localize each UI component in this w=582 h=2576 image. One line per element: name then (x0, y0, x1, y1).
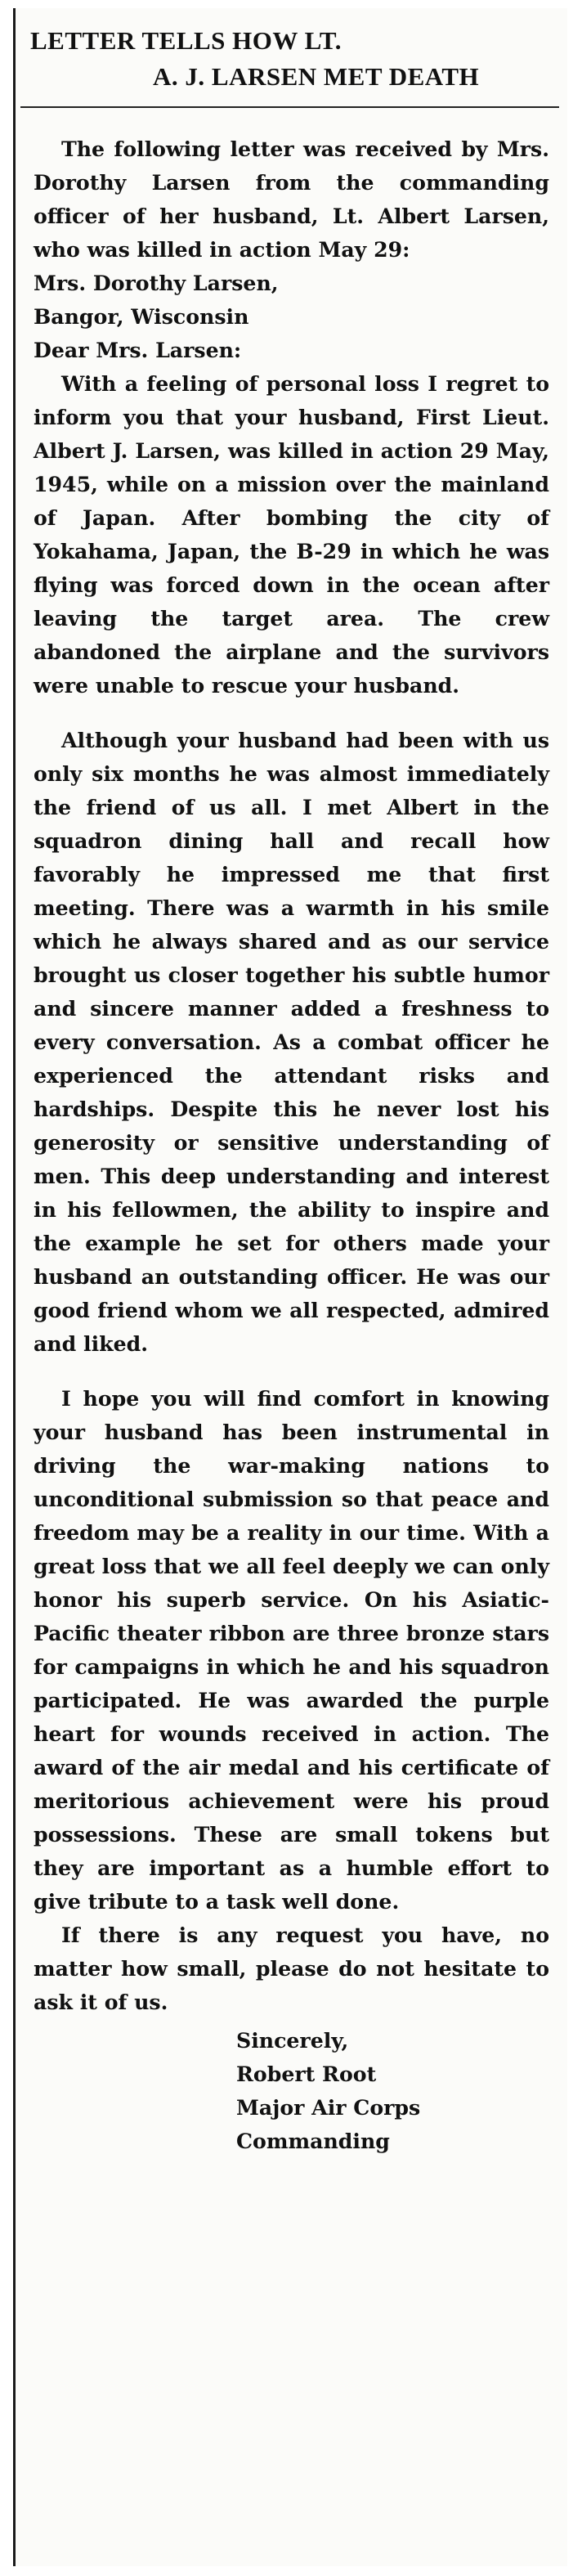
headline-rule (20, 106, 559, 108)
letter-paragraph-1: With a feeling of personal loss I regret to inform you that your husband, First Lieut. Albert J. Larsen, was killed in action 29 May, 1945, while on a mission over the mainland of Japan. After bombing the city of Yokahama, Japan, the B-29 in which he was flying was forced down in the ocean after leaving the target area. The crew abandoned the airplane and the survivors were unable to rescue your husband. (34, 371, 549, 698)
salutation: Dear Mrs. Larsen: (34, 338, 242, 362)
letter-paragraph-3: I hope you will find comfort in knowing your husband has been instrumental in driving the war-making nations to unconditional submission so that peace and freedom may be a reality in our time. With a great loss that we all feel deeply we can only honor his superb service. On his Asiatic-Pacific theater ribbon are three bronze stars for campaigns in which he and his squadron participated. He was awarded the purple heart for wounds received in action. The award of the air medal and his certificate of meritorious achievement were his proud possessions. These are small tokens but they are important as a humble effort to give tribute to a task well done. (34, 1386, 549, 1914)
letter-paragraph-4: If there is any request you have, no matter how small, please do not hesitate to ask it of us. (34, 1923, 549, 2014)
signature-closing: Sincerely, (236, 2028, 349, 2053)
signature-role: Commanding (236, 2129, 390, 2153)
letter-address (34, 267, 549, 367)
address-place: Bangor, Wisconsin (34, 304, 249, 329)
headline (16, 8, 567, 95)
signature-rank: Major Air Corps (236, 2095, 421, 2120)
signature-block (16, 2024, 567, 2158)
headline-line-1: LETTER TELLS HOW LT. (30, 26, 342, 55)
letter-paragraph-2: Although your husband had been with us only six months he was almost immediately the friend of us all. I met Albert in the squadron dining hall and recall how favorably he impressed me that first meeting. There was a warmth in his smile which he always shared and as our service brought us closer together his subtle humor and sincere manner added a freshness to every conversation. As a combat officer he experienced the attendant risks and hardships. Despite this he never lost his generosity or sensitive understanding of men. This deep understanding and interest in his fellowmen, the ability to inspire and the example he set for others made your husband an outstanding officer. He was our good friend whom we all respected, admired and liked. (34, 728, 549, 1356)
article-body (16, 132, 567, 2019)
headline-line-2: A. J. LARSEN MET DEATH (153, 62, 480, 91)
newspaper-clipping (13, 8, 567, 2566)
intro-paragraph: The following letter was received by Mrs. Dorothy Larsen from the commanding officer of her husband, Lt. Albert Larsen, who was killed in action May 29: (34, 137, 549, 262)
signature-name: Robert Root (236, 2062, 377, 2086)
address-name: Mrs. Dorothy Larsen, (34, 271, 279, 295)
